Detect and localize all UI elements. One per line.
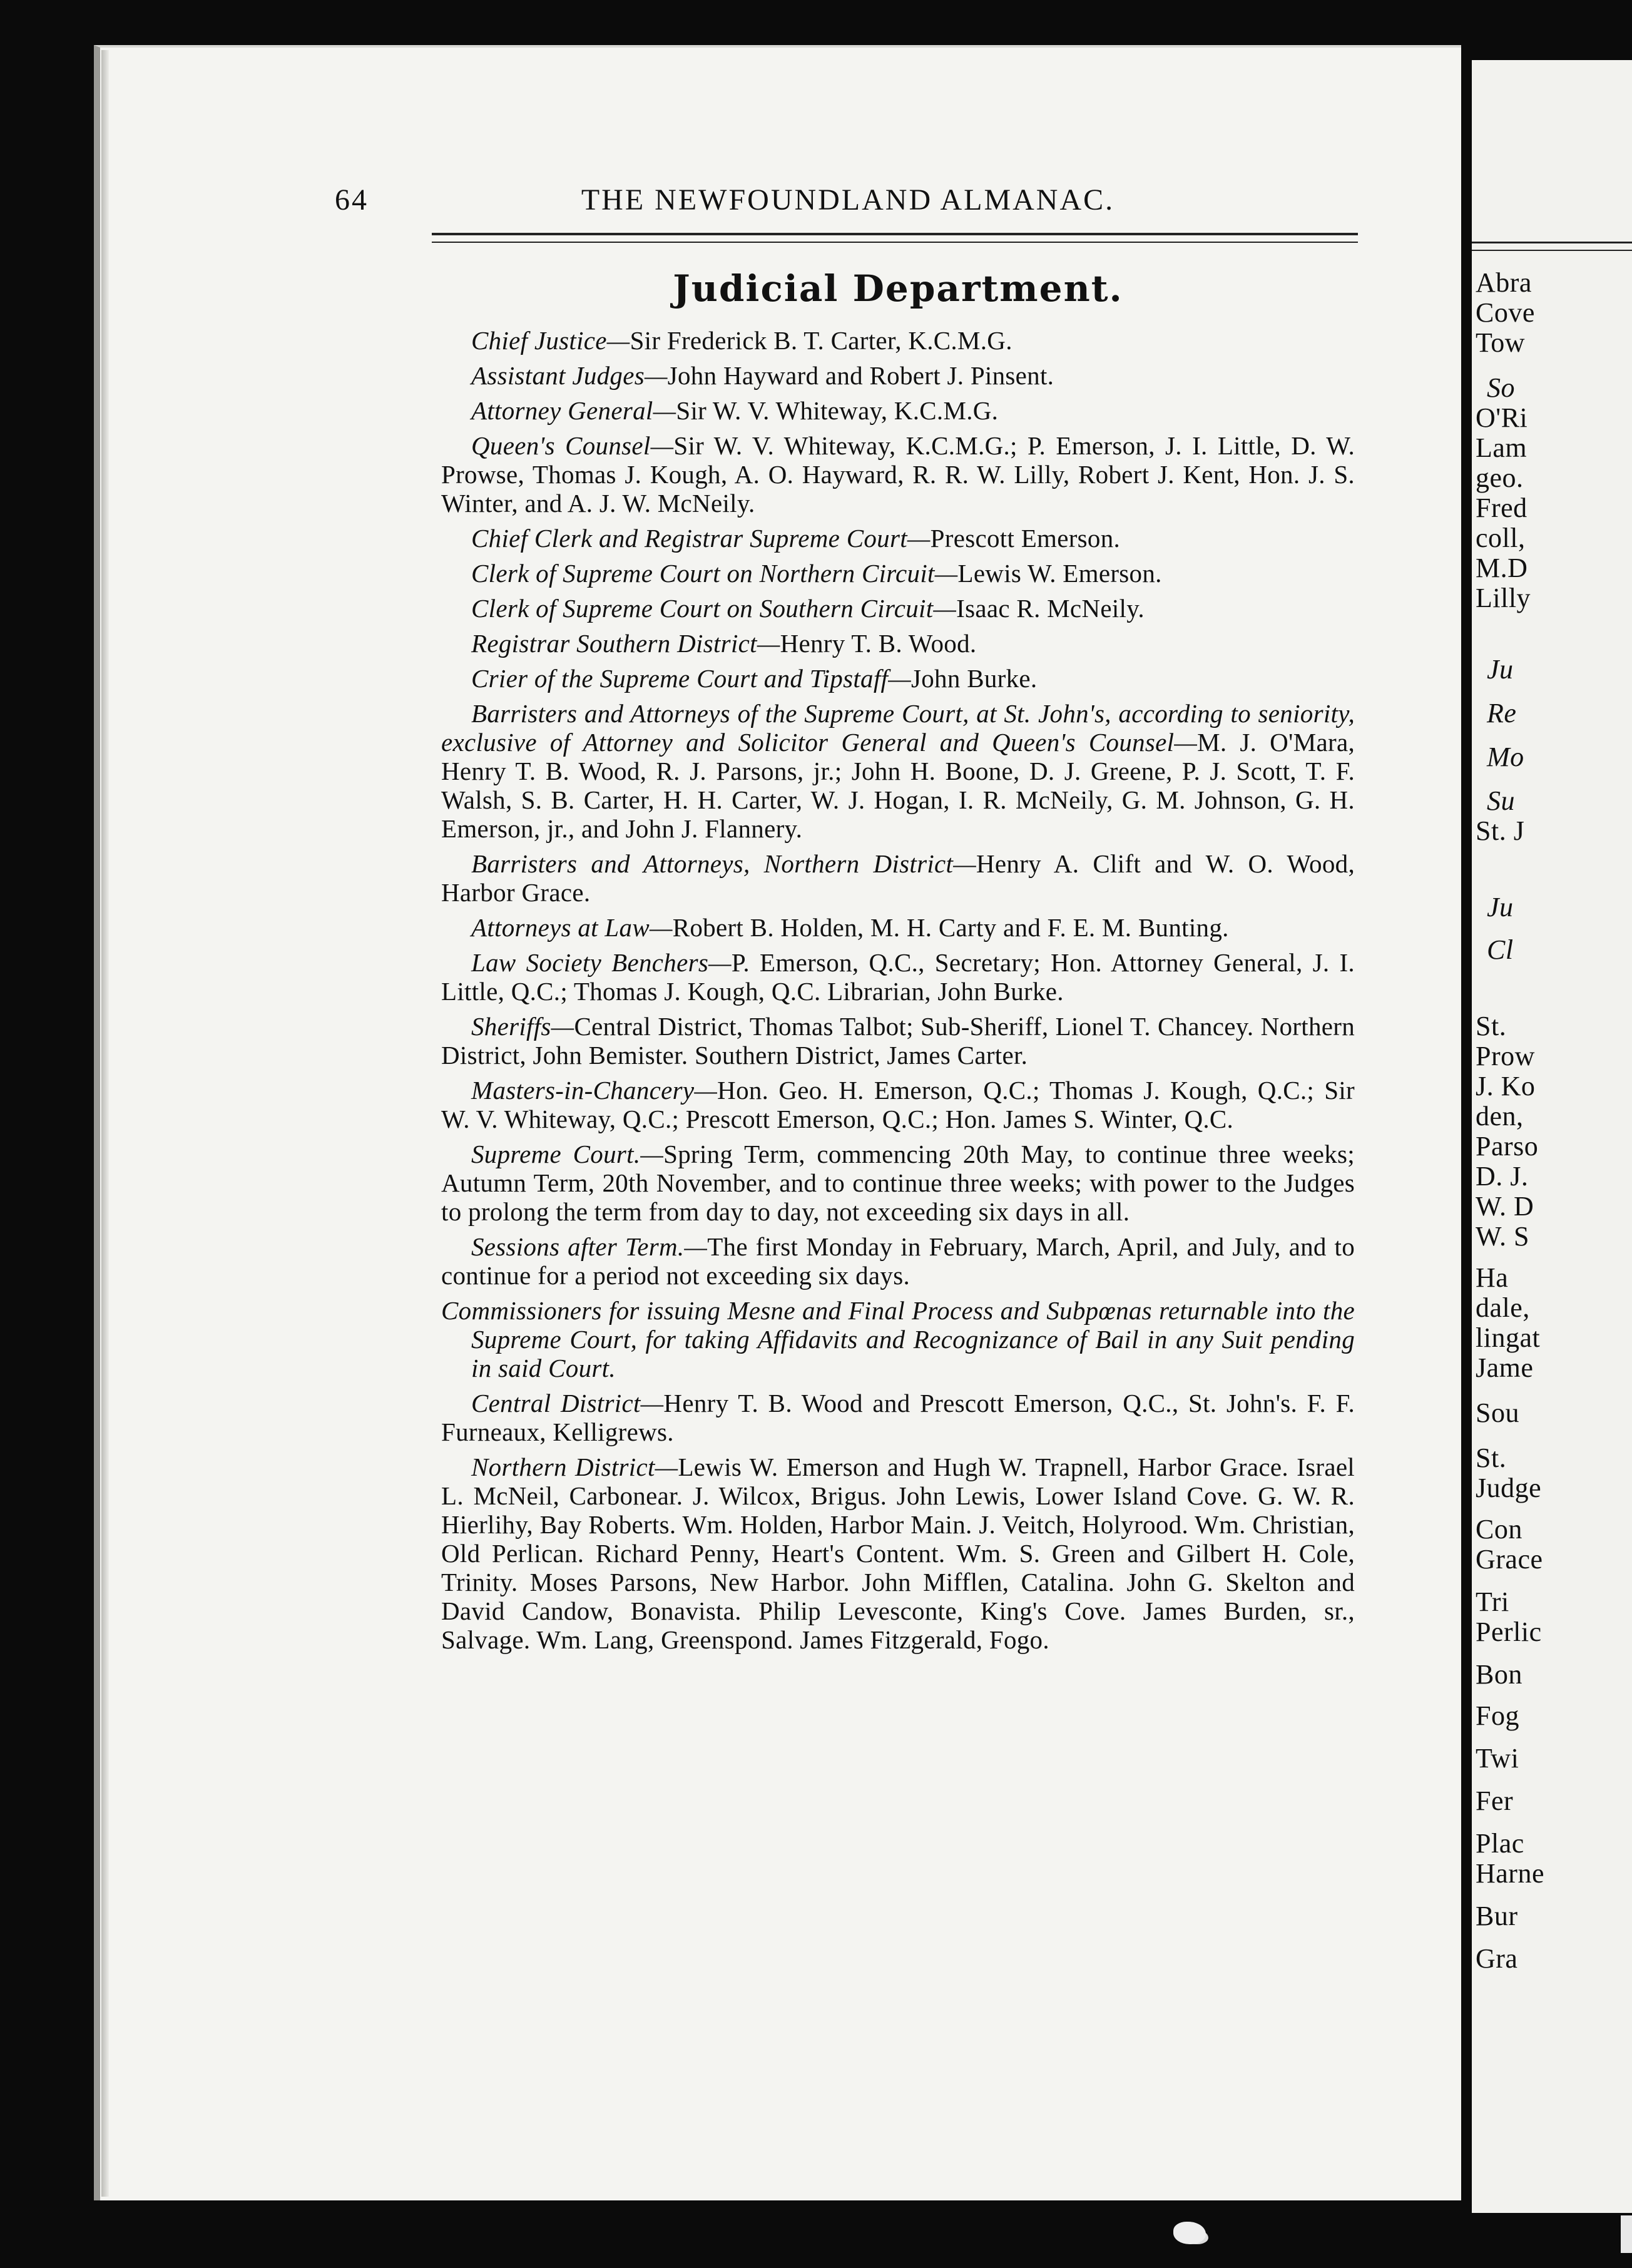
adjacent-fragment: Bur xyxy=(1476,1901,1518,1931)
entry-paragraph xyxy=(441,1296,1355,1382)
entry-lead: Central District— xyxy=(471,1389,664,1418)
entry-text: M. J. O'Mara, Henry T. B. Wood, R. J. Parsons, jr.; John H. Boone, D. J. Greene, P. J. Scott, T. F. Walsh, S. B. Carter, H. H. Carter, W. J. Hogan, I. R. McNeily, G. M. Johnson, G. H. Emerson, jr., and John J. Flannery. xyxy=(441,728,1355,843)
adjacent-fragment: Twi xyxy=(1476,1743,1519,1774)
entry-paragraph xyxy=(441,849,1355,907)
adjacent-fragment: St. xyxy=(1476,1011,1507,1041)
entry-text: Hon. Geo. H. Emerson, Q.C.; Thomas J. Kough, Q.C.; Sir W. V. Whiteway, Q.C.; Prescott Emerson, Q.C.; Hon. James S. Winter, Q.C. xyxy=(441,1076,1355,1133)
adjacent-fragment: Prow xyxy=(1476,1041,1535,1071)
entry-lead: Chief Clerk and Registrar Supreme Court— xyxy=(471,524,931,553)
adjacent-fragment: St. xyxy=(1476,1443,1507,1473)
adjacent-fragment: Fer xyxy=(1476,1785,1514,1816)
adjacent-fragment: Tow xyxy=(1476,327,1526,358)
entry-lead: Masters-in-Chancery— xyxy=(471,1076,718,1105)
entry-paragraph xyxy=(441,1140,1355,1226)
entry-text: Henry A. Clift and W. O. Wood, Harbor Grace. xyxy=(441,849,1355,907)
entry-text: Henry T. B. Wood. xyxy=(780,629,977,658)
adjacent-fragment: Harne xyxy=(1476,1858,1544,1889)
entry-lead: Attorneys at Law— xyxy=(471,913,673,942)
entry-text: John Burke. xyxy=(910,664,1038,693)
entry-text: John Hayward and Robert J. Pinsent. xyxy=(667,361,1054,390)
entry-paragraph xyxy=(441,664,1355,693)
entry-paragraph xyxy=(441,699,1355,843)
header-double-rule xyxy=(432,233,1358,243)
entry-paragraph xyxy=(441,361,1355,390)
entry-lead: Sheriffs— xyxy=(471,1012,574,1041)
adjacent-fragment: Con xyxy=(1476,1514,1522,1545)
entry-paragraph xyxy=(441,1232,1355,1290)
entry-text: Isaac R. McNeily. xyxy=(956,594,1145,623)
entry-lead: Barristers and Attorneys, Northern District— xyxy=(471,849,976,878)
adjacent-fragment: Grace xyxy=(1476,1544,1543,1575)
adjacent-fragment: St. J xyxy=(1476,815,1525,846)
adjacent-fragment: Ju xyxy=(1487,654,1514,685)
entry-text: Sir W. V. Whiteway, K.C.M.G.; P. Emerson, J. I. Little, D. W. Prowse, Thomas J. Kough, A. O. Hayward, R. R. W. Lilly, Robert J. Kent, Hon. J. S. Winter, and A. J. W. McNeily. xyxy=(441,431,1355,518)
adjacent-fragment: Ha xyxy=(1476,1262,1509,1293)
adjacent-fragment: den, xyxy=(1476,1101,1524,1131)
scan-blemish xyxy=(1173,2222,1206,2244)
adjacent-fragment: Bon xyxy=(1476,1659,1522,1690)
entry-paragraph xyxy=(441,594,1355,623)
entry-lead: Sessions after Term.— xyxy=(471,1232,708,1261)
adjacent-fragment: Tri xyxy=(1476,1586,1509,1617)
entry-lead: Northern District— xyxy=(471,1453,678,1481)
entry-lead: Commissioners for issuing Mesne and Final Process and Subpœnas returnable into the Supreme Court, for taking Affidavits and Recognizance of Bail in any Suit pending in said Court. xyxy=(441,1296,1355,1382)
adjacent-fragment: Judge xyxy=(1476,1473,1542,1503)
adjacent-fragment: Abra xyxy=(1476,267,1532,298)
adjacent-fragment: Ju xyxy=(1487,892,1514,922)
running-title: THE NEWFOUNDLAND ALMANAC. xyxy=(581,183,1115,217)
entry-text: Lewis W. Emerson and Hugh W. Trapnell, Harbor Grace. Israel L. McNeil, Carbonear. J. Wilcox, Brigus. John Lewis, Lower Island Cove. G. W. R. Hierlihy, Bay Roberts. Wm. Holden, Harbor Main. J. Veitch, Holyrood. Wm. Christian, Old Perlican. Richard Penny, Heart's Content. Wm. S. Green and Gilbert H. Cole, Trinity. Moses Parsons, New Harbor. John Mifflen, Catalina. John G. Skelton and David Candow, Bonavista. Philip Levesconte, King's Cove. James Burden, sr., Salvage. Wm. Lang, Greenspond. James Fitzgerald, Fogo. xyxy=(441,1453,1355,1654)
page-body xyxy=(441,260,1355,1660)
adjacent-fragment: O'Ri xyxy=(1476,402,1528,433)
adjacent-fragment: Sou xyxy=(1476,1397,1519,1428)
entry-lead: Law Society Benchers— xyxy=(471,948,732,977)
adjacent-fragment: Jame xyxy=(1476,1352,1534,1383)
adjacent-fragment: So xyxy=(1487,372,1515,403)
entry-text: Robert B. Holden, M. H. Carty and F. E. M. Bunting. xyxy=(672,913,1229,942)
entry-lead: Clerk of Supreme Court on Northern Circuit— xyxy=(471,559,958,588)
entry-text: Central District, Thomas Talbot; Sub-Sheriff, Lionel T. Chancey. Northern District, John Bemister. Southern District, James Carter. xyxy=(441,1012,1355,1070)
page-binding-edge xyxy=(101,50,109,2197)
adjacent-fragment: Perlic xyxy=(1476,1617,1542,1647)
adjacent-fragment: Lilly xyxy=(1476,583,1531,613)
entry-paragraph xyxy=(441,629,1355,658)
entry-paragraph xyxy=(441,1076,1355,1133)
adjacent-fragment: lingat xyxy=(1476,1322,1541,1353)
page-header xyxy=(335,183,1361,220)
adjacent-page-edge xyxy=(1472,60,1632,2213)
entry-text: Sir W. V. Whiteway, K.C.M.G. xyxy=(676,396,999,425)
page-number: 64 xyxy=(335,183,369,217)
entry-paragraph xyxy=(441,524,1355,553)
entry-paragraph xyxy=(441,1453,1355,1654)
entry-paragraph xyxy=(441,1012,1355,1070)
section-title: Judicial Department. xyxy=(673,267,1123,310)
entry-text: Henry T. B. Wood and Prescott Emerson, Q.C., St. John's. F. F. Furneaux, Kelligrews. xyxy=(441,1389,1355,1446)
entry-lead: Supreme Court.— xyxy=(471,1140,664,1168)
adjacent-fragment: geo. xyxy=(1476,462,1524,493)
entry-paragraph xyxy=(441,913,1355,942)
entry-lead: Barristers and Attorneys of the Supreme Court, at St. John's, according to seniority, exclusive of Attorney and Solicitor General and Queen's Counsel— xyxy=(441,699,1355,757)
adjacent-fragment: dale, xyxy=(1476,1292,1530,1323)
adjacent-fragment: coll, xyxy=(1476,523,1526,553)
entry-text: Lewis W. Emerson. xyxy=(957,559,1162,588)
adjacent-fragment: Re xyxy=(1487,698,1517,728)
entry-list xyxy=(441,326,1355,1654)
entry-paragraph xyxy=(441,1389,1355,1446)
entry-lead: Assistant Judges— xyxy=(471,361,668,390)
entry-text: P. Emerson, Q.C., Secretary; Hon. Attorney General, J. I. Little, Q.C.; Thomas J. Kough, Q.C. Librarian, John Burke. xyxy=(441,948,1355,1006)
scan-blemish-edge xyxy=(1621,2215,1632,2253)
entry-paragraph xyxy=(441,431,1355,518)
entry-paragraph xyxy=(441,559,1355,588)
adjacent-fragment: Plac xyxy=(1476,1828,1524,1859)
adjacent-fragment: Parso xyxy=(1476,1131,1539,1162)
entry-paragraph xyxy=(441,396,1355,425)
adjacent-fragment: Su xyxy=(1487,785,1515,816)
adjacent-fragment: Fred xyxy=(1476,493,1527,523)
adjacent-fragment: W. S xyxy=(1476,1221,1529,1252)
adjacent-fragment: W. D xyxy=(1476,1191,1534,1222)
entry-lead: Chief Justice— xyxy=(471,326,630,355)
adjacent-fragment: M.D xyxy=(1476,553,1528,583)
adjacent-fragment: Gra xyxy=(1476,1943,1518,1974)
entry-text: Prescott Emerson. xyxy=(930,524,1121,553)
entry-lead: Attorney General— xyxy=(471,396,676,425)
entry-lead: Clerk of Supreme Court on Southern Circuit— xyxy=(471,594,957,623)
entry-paragraph xyxy=(441,326,1355,355)
adjacent-fragment: Mo xyxy=(1487,742,1524,772)
adjacent-fragment: J. Ko xyxy=(1476,1071,1536,1101)
entry-text: Sir Frederick B. T. Carter, K.C.M.G. xyxy=(630,326,1012,355)
entry-lead: Queen's Counsel— xyxy=(471,431,674,460)
entry-text: Spring Term, commencing 20th May, to continue three weeks; Autumn Term, 20th November, and to continue three weeks; with power to the Judges to prolong the term from day to day, not exceeding six days in all. xyxy=(441,1140,1355,1226)
entry-lead: Crier of the Supreme Court and Tipstaff— xyxy=(471,664,911,693)
adjacent-fragment: Fog xyxy=(1476,1700,1519,1731)
adjacent-fragment: D. J. xyxy=(1476,1161,1529,1192)
entry-text: The first Monday in February, March, April, and July, and to continue for a period not exceeding six days. xyxy=(441,1232,1355,1290)
entry-lead: Registrar Southern District— xyxy=(471,629,780,658)
adjacent-page-rule xyxy=(1472,242,1632,251)
adjacent-fragment: Cl xyxy=(1487,934,1514,965)
adjacent-fragment: Lam xyxy=(1476,432,1527,463)
entry-paragraph xyxy=(441,948,1355,1006)
adjacent-fragment: Cove xyxy=(1476,297,1535,328)
